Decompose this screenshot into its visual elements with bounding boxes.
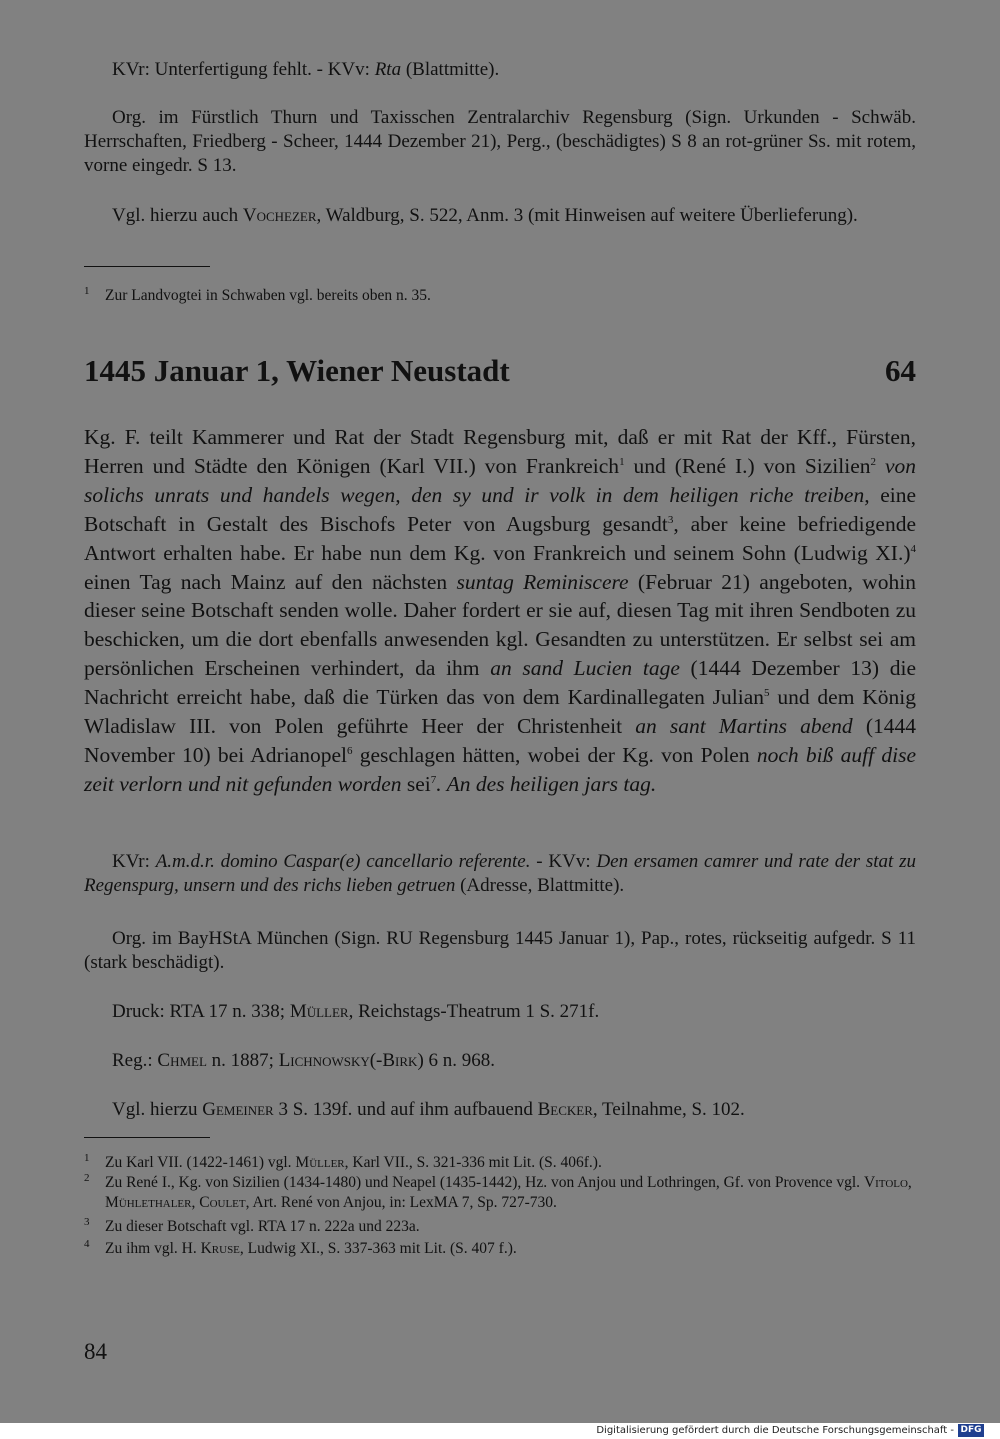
footnote-4: 4 Zu ihm vgl. H. Kruse, Ludwig XI., S. 337-363 mit Lit. (S. 407 f.). bbox=[84, 1238, 517, 1257]
footnote-1: 1 Zu Karl VII. (1422-1461) vgl. Müller, Karl VII., S. 321-336 mit Lit. (S. 406f.). bbox=[84, 1152, 602, 1171]
footnote-3: 3 Zu dieser Botschaft vgl. RTA 17 n. 222a und 223a. bbox=[84, 1216, 420, 1235]
kvr-note-top: KVr: Unterfertigung fehlt. - KVv: Rta (Blattmitte). bbox=[112, 59, 500, 80]
vgl-note-top: Vgl. hierzu auch Vochezer, Waldburg, S. 522, Anm. 3 (mit Hinweisen auf weitere Überlieferung). bbox=[112, 205, 858, 226]
footer-credit: Digitalisierung gefördert durch die Deutsche Forschungsgemeinschaft - bbox=[596, 1425, 954, 1436]
footnote-2: 2 Zu René I., Kg. von Sizilien (1434-1480) und Neapel (1435-1442), Hz. von Anjou und Lothringen, Gf. von Provence vgl. Vitolo, Mühlethaler, Coulet, Art. René von Anjou, in: LexMA 7, Sp. 727-730. bbox=[84, 1172, 912, 1211]
footnote-top: 1 Zur Landvogtei in Schwaben vgl. bereits oben n. 35. bbox=[84, 285, 431, 304]
regest-body: Kg. F. teilt Kammerer und Rat der Stadt Regensburg mit, daß er mit Rat der Kff., Fürsten, Herren und Städte den Königen (Karl VII.) von Frankreich$^1$ und (René I.) von Sizilien$^2$ von solichs unrats und handels wegen, den sy und ir volk in dem heiligen riche treiben, eine Botschaft in Gestalt des Bischofs Peter von Augsburg gesandt$^3$, aber keine befriedigende Antwort erhalten habe. Er habe nun dem Kg. von Frankreich und seinem Sohn (Ludwig XI.)$^4$ einen Tag nach Mainz auf den nächsten suntag Reminiscere (Februar 21) angeboten, wohin dieser seine Botschaft senden wolle. Daher fordert er sie auf, diesen Tag mit ihren Sendboten zu beschicken, um die dort ebenfalls anwesenden kgl. Gesandten zu unterstützen. Er selbst sei am persönlichen Erscheinen verhindert, da ihm an sand Lucien tage (1444 Dezember 13) die Nachricht erreicht habe, daß die Türken das von dem Kardinallegaten Julian$^5$ und dem König Wladislaw III. von Polen geführte Heer der Christenheit an sant Martins abend (1444 November 10) bei Adrianopel$^6$ geschlagen hätten, wobei der Kg. von Polen noch biß auff dise zeit verlorn und nit gefunden worden sei$^7$. An des heiligen jars tag. bbox=[84, 425, 917, 796]
dfg-logo: DFG bbox=[958, 1424, 984, 1437]
vgl-note: Vgl. hierzu Gemeiner 3 S. 139f. und auf ihm aufbauend Becker, Teilnahme, S. 102. bbox=[112, 1099, 745, 1120]
document-number: 64 bbox=[885, 353, 916, 388]
footnote-divider-top bbox=[84, 266, 210, 267]
document-heading: 1445 Januar 1, Wiener Neustadt bbox=[84, 353, 510, 388]
page-number: 84 bbox=[84, 1339, 107, 1364]
reg-note: Reg.: Chmel n. 1887; Lichnowsky(-Birk) 6 n. 968. bbox=[112, 1050, 496, 1071]
org-note-top: Org. im Fürstlich Thurn und Taxisschen Zentralarchiv Regensburg (Sign. Urkunden - Schwäb. Herrschaften, Friedberg - Scheer, 1444 Dezember 21), Perg., (beschädigtes) S 8 an rot-grüner Ss. mit rotem, vorne eingedr. S 13. bbox=[84, 107, 916, 176]
kvr-note: KVr: A.m.d.r. domino Caspar(e) cancellario referente. - KVv: Den ersamen camrer und rate der stat zu Regenspurg, unsern und des richs lieben getruen (Adresse, Blattmitte). bbox=[84, 851, 916, 896]
footnote-divider bbox=[84, 1137, 210, 1138]
druck-note: Druck: RTA 17 n. 338; Müller, Reichstags-Theatrum 1 S. 271f. bbox=[112, 1001, 600, 1022]
footer-bar bbox=[0, 1423, 1000, 1439]
org-note: Org. im BayHStA München (Sign. RU Regensburg 1445 Januar 1), Pap., rotes, rückseitig aufgedr. S 11 (stark beschädigt). bbox=[84, 928, 916, 973]
